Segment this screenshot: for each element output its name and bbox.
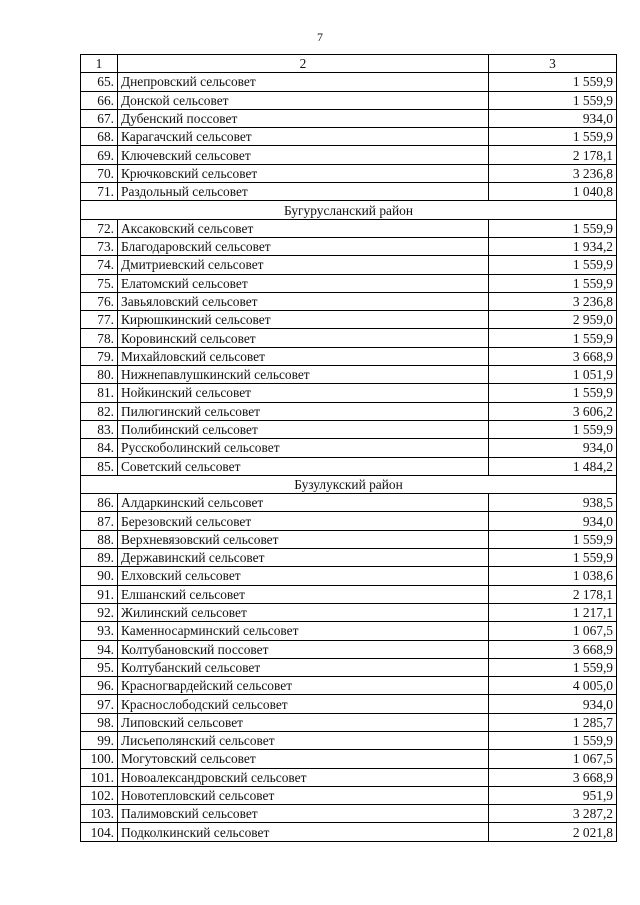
- table-row: [81, 420, 617, 438]
- amount-value: 1 559,9: [489, 73, 617, 91]
- settlement-name: Коровинский сельсовет: [118, 329, 489, 347]
- amount-value: 1 559,9: [489, 420, 617, 438]
- amount-value: 938,5: [489, 494, 617, 512]
- table-row: [81, 219, 617, 237]
- settlement-name: Нижнепавлушкинский сельсовет: [118, 366, 489, 384]
- amount-value: 3 668,9: [489, 347, 617, 365]
- amount-value: 1 559,9: [489, 549, 617, 567]
- amount-value: 1 559,9: [489, 91, 617, 109]
- amount-value: 934,0: [489, 439, 617, 457]
- amount-value: 1 067,5: [489, 750, 617, 768]
- settlement-name: Благодаровский сельсовет: [118, 237, 489, 255]
- table-header-row: [81, 55, 617, 73]
- table-row: [81, 640, 617, 658]
- table-row: [81, 164, 617, 182]
- settlement-name: Завьяловский сельсовет: [118, 292, 489, 310]
- table-row: [81, 750, 617, 768]
- row-number: 92.: [81, 603, 118, 621]
- table-row: [81, 530, 617, 548]
- settlement-name: Державинский сельсовет: [118, 549, 489, 567]
- table-row: [81, 731, 617, 749]
- settlement-name: Пилюгинский сельсовет: [118, 402, 489, 420]
- amount-value: 1 067,5: [489, 622, 617, 640]
- row-number: 68.: [81, 128, 118, 146]
- amount-value: 1 559,9: [489, 658, 617, 676]
- settlement-name: Карагачский сельсовет: [118, 128, 489, 146]
- amount-value: 1 559,9: [489, 274, 617, 292]
- table-row: [81, 786, 617, 804]
- amount-value: 1 217,1: [489, 603, 617, 621]
- row-number: 70.: [81, 164, 118, 182]
- row-number: 91.: [81, 585, 118, 603]
- settlement-name: Подколкинский сельсовет: [118, 823, 489, 841]
- table-row: [81, 274, 617, 292]
- settlement-name: Каменносарминский сельсовет: [118, 622, 489, 640]
- amount-value: 2 959,0: [489, 311, 617, 329]
- settlement-name: Колтубановский поссовет: [118, 640, 489, 658]
- amount-value: 3 236,8: [489, 292, 617, 310]
- row-number: 79.: [81, 347, 118, 365]
- settlement-name: Советский сельсовет: [118, 457, 489, 475]
- row-number: 65.: [81, 73, 118, 91]
- row-number: 69.: [81, 146, 118, 164]
- table-row: [81, 494, 617, 512]
- header-col-1: 1: [81, 55, 118, 73]
- district-title: Бузулукский район: [81, 475, 617, 493]
- row-number: 89.: [81, 549, 118, 567]
- amount-value: 1 559,9: [489, 384, 617, 402]
- amount-value: 1 934,2: [489, 237, 617, 255]
- table-row: [81, 402, 617, 420]
- settlement-name: Липовский сельсовет: [118, 713, 489, 731]
- row-number: 104.: [81, 823, 118, 841]
- table-row: [81, 146, 617, 164]
- amount-value: 1 040,8: [489, 183, 617, 201]
- table-row: [81, 622, 617, 640]
- row-number: 98.: [81, 713, 118, 731]
- settlement-name: Днепровский сельсовет: [118, 73, 489, 91]
- settlement-name: Кирюшкинский сельсовет: [118, 311, 489, 329]
- settlement-name: Крючковский сельсовет: [118, 164, 489, 182]
- row-number: 72.: [81, 219, 118, 237]
- settlement-name: Нойкинский сельсовет: [118, 384, 489, 402]
- table-row: [81, 713, 617, 731]
- table-row: [81, 585, 617, 603]
- allocation-table: [80, 54, 617, 842]
- settlement-name: Могутовский сельсовет: [118, 750, 489, 768]
- settlement-name: Раздольный сельсовет: [118, 183, 489, 201]
- header-col-2: 2: [118, 55, 489, 73]
- row-number: 84.: [81, 439, 118, 457]
- settlement-name: Дмитриевский сельсовет: [118, 256, 489, 274]
- amount-value: 1 051,9: [489, 366, 617, 384]
- table-row: [81, 311, 617, 329]
- settlement-name: Алдаркинский сельсовет: [118, 494, 489, 512]
- row-number: 82.: [81, 402, 118, 420]
- row-number: 80.: [81, 366, 118, 384]
- amount-value: 3 668,9: [489, 768, 617, 786]
- table-row: [81, 805, 617, 823]
- settlement-name: Михайловский сельсовет: [118, 347, 489, 365]
- row-number: 86.: [81, 494, 118, 512]
- amount-value: 1 559,9: [489, 128, 617, 146]
- table-row: [81, 91, 617, 109]
- amount-value: 1 559,9: [489, 256, 617, 274]
- table-row: [81, 73, 617, 91]
- table-row: [81, 384, 617, 402]
- table-row: [81, 366, 617, 384]
- row-number: 101.: [81, 768, 118, 786]
- table-row: [81, 567, 617, 585]
- row-number: 78.: [81, 329, 118, 347]
- settlement-name: Палимовский сельсовет: [118, 805, 489, 823]
- row-number: 74.: [81, 256, 118, 274]
- row-number: 90.: [81, 567, 118, 585]
- table-row: [81, 237, 617, 255]
- table-row: [81, 549, 617, 567]
- table-row: [81, 823, 617, 841]
- row-number: 100.: [81, 750, 118, 768]
- amount-value: 3 287,2: [489, 805, 617, 823]
- table-row: [81, 347, 617, 365]
- row-number: 66.: [81, 91, 118, 109]
- table-row: [81, 768, 617, 786]
- table-row: [81, 603, 617, 621]
- amount-value: 1 559,9: [489, 219, 617, 237]
- amount-value: 1 559,9: [489, 731, 617, 749]
- row-number: 75.: [81, 274, 118, 292]
- amount-value: 1 559,9: [489, 329, 617, 347]
- table-row: [81, 512, 617, 530]
- table-row: [81, 292, 617, 310]
- table-row: [81, 329, 617, 347]
- amount-value: 2 178,1: [489, 146, 617, 164]
- table-row: [81, 439, 617, 457]
- amount-value: 1 038,6: [489, 567, 617, 585]
- settlement-name: Верхневязовский сельсовет: [118, 530, 489, 548]
- table-row: [81, 457, 617, 475]
- row-number: 88.: [81, 530, 118, 548]
- table-row: [81, 109, 617, 127]
- settlement-name: Лисьеполянский сельсовет: [118, 731, 489, 749]
- row-number: 81.: [81, 384, 118, 402]
- amount-value: 2 021,8: [489, 823, 617, 841]
- row-number: 87.: [81, 512, 118, 530]
- row-number: 102.: [81, 786, 118, 804]
- amount-value: 3 668,9: [489, 640, 617, 658]
- row-number: 99.: [81, 731, 118, 749]
- table-row: [81, 128, 617, 146]
- settlement-name: Ключевский сельсовет: [118, 146, 489, 164]
- settlement-name: Русскоболинский сельсовет: [118, 439, 489, 457]
- row-number: 71.: [81, 183, 118, 201]
- settlement-name: Новотепловский сельсовет: [118, 786, 489, 804]
- table-body: [81, 55, 617, 842]
- header-col-3: 3: [489, 55, 617, 73]
- table-row: [81, 256, 617, 274]
- row-number: 103.: [81, 805, 118, 823]
- amount-value: 2 178,1: [489, 585, 617, 603]
- amount-value: 1 285,7: [489, 713, 617, 731]
- amount-value: 934,0: [489, 109, 617, 127]
- settlement-name: Березовский сельсовет: [118, 512, 489, 530]
- row-number: 76.: [81, 292, 118, 310]
- settlement-name: Новоалександровский сельсовет: [118, 768, 489, 786]
- row-number: 67.: [81, 109, 118, 127]
- settlement-name: Краснослободский сельсовет: [118, 695, 489, 713]
- row-number: 96.: [81, 677, 118, 695]
- row-number: 77.: [81, 311, 118, 329]
- table-row: [81, 695, 617, 713]
- row-number: 95.: [81, 658, 118, 676]
- district-title: Бугурусланский район: [81, 201, 617, 219]
- row-number: 93.: [81, 622, 118, 640]
- amount-value: 3 236,8: [489, 164, 617, 182]
- settlement-name: Елховский сельсовет: [118, 567, 489, 585]
- amount-value: 951,9: [489, 786, 617, 804]
- amount-value: 1 484,2: [489, 457, 617, 475]
- amount-value: 934,0: [489, 695, 617, 713]
- settlement-name: Донской сельсовет: [118, 91, 489, 109]
- district-section-row: [81, 201, 617, 219]
- district-section-row: [81, 475, 617, 493]
- settlement-name: Красногвардейский сельсовет: [118, 677, 489, 695]
- row-number: 97.: [81, 695, 118, 713]
- row-number: 94.: [81, 640, 118, 658]
- row-number: 85.: [81, 457, 118, 475]
- settlement-name: Колтубанский сельсовет: [118, 658, 489, 676]
- row-number: 73.: [81, 237, 118, 255]
- settlement-name: Елатомский сельсовет: [118, 274, 489, 292]
- amount-value: 4 005,0: [489, 677, 617, 695]
- amount-value: 3 606,2: [489, 402, 617, 420]
- table-row: [81, 658, 617, 676]
- row-number: 83.: [81, 420, 118, 438]
- settlement-name: Полибинский сельсовет: [118, 420, 489, 438]
- table-row: [81, 183, 617, 201]
- settlement-name: Дубенский поссовет: [118, 109, 489, 127]
- page-number: 7: [317, 30, 323, 44]
- settlement-name: Жилинский сельсовет: [118, 603, 489, 621]
- settlement-name: Елшанский сельсовет: [118, 585, 489, 603]
- settlement-name: Аксаковский сельсовет: [118, 219, 489, 237]
- amount-value: 934,0: [489, 512, 617, 530]
- amount-value: 1 559,9: [489, 530, 617, 548]
- table-row: [81, 677, 617, 695]
